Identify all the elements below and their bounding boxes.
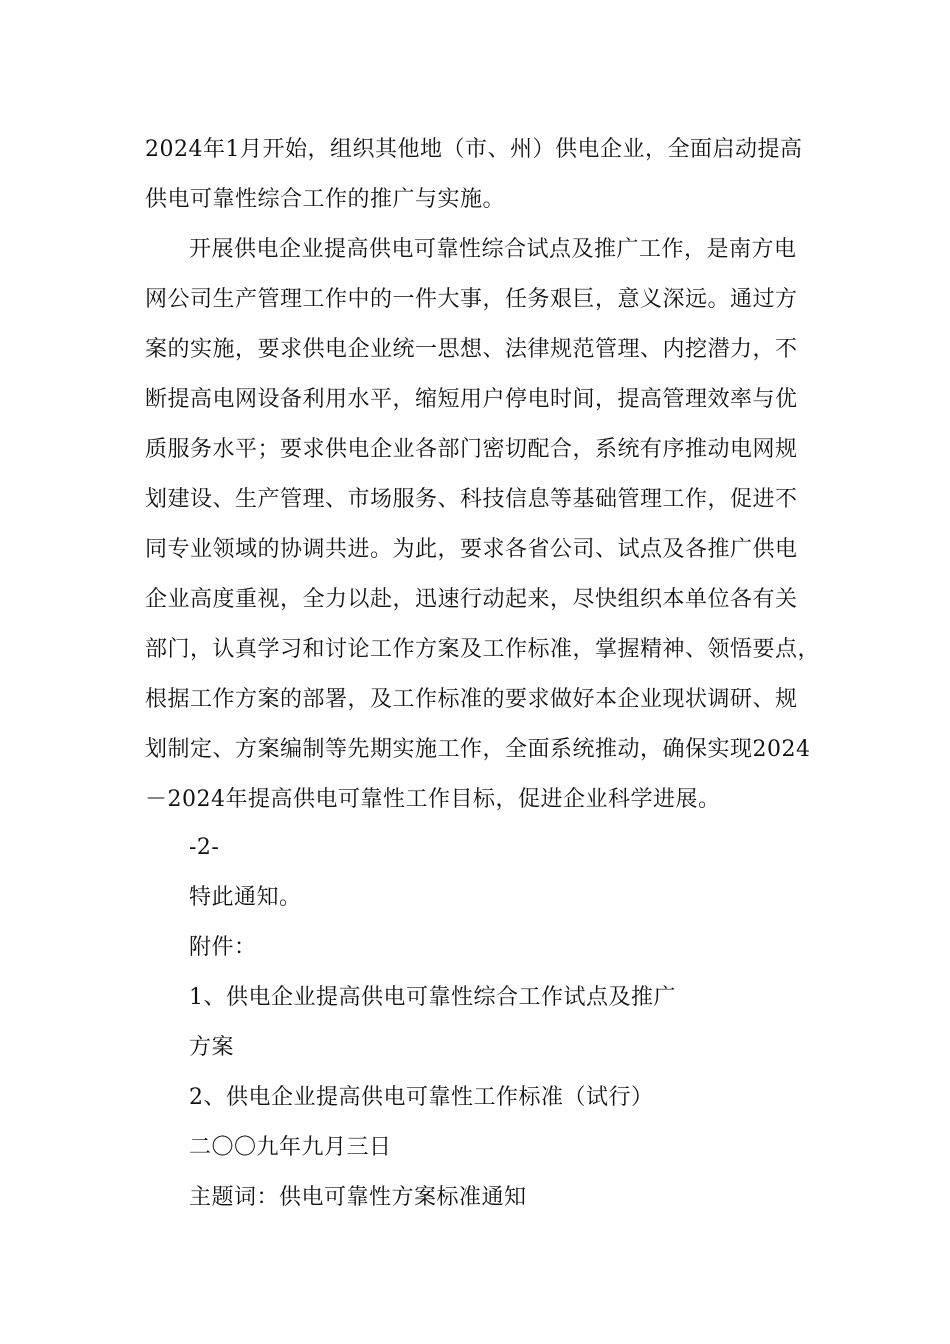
attachment-item-1: 1、供电企业提高供电可靠性综合工作试点及推广: [189, 985, 676, 1010]
paragraph-line: 开展供电企业提高供电可靠性综合试点及推广工作，是南方电: [189, 237, 797, 262]
paragraph-line: 案的实施，要求供电企业统一思想、法律规范管理、内挖潜力，不: [145, 337, 798, 362]
paragraph-line: 部门，认真学习和讨论工作方案及工作标准，掌握精神、领悟要点，: [145, 637, 821, 662]
paragraph-line: 同专业领域的协调共进。为此，要求各省公司、试点及各推广供电: [145, 537, 798, 562]
document-date: 二〇〇九年九月三日: [189, 1135, 392, 1160]
attachments-label: 附件：: [189, 935, 257, 960]
paragraph-line: 企业高度重视，全力以赴，迅速行动起来，尽快组织本单位各有关: [145, 587, 798, 612]
paragraph-line: 断提高电网设备利用水平，缩短用户停电时间，提高管理效率与优: [145, 387, 798, 412]
paragraph-line: 根据工作方案的部署，及工作标准的要求做好本企业现状调研、规: [145, 687, 798, 712]
attachment-item-1-continued: 方案: [189, 1035, 235, 1060]
page-number: -2-: [189, 835, 220, 860]
paragraph-line: 质服务水平；要求供电企业各部门密切配合，系统有序推动电网规: [145, 437, 798, 462]
paragraph-line: 划建设、生产管理、市场服务、科技信息等基础管理工作，促进不: [145, 487, 798, 512]
closing-text: 特此通知。: [189, 885, 302, 910]
paragraph-line: －2024年提高供电可靠性工作目标，促进企业科学进展。: [145, 787, 721, 812]
paragraph-line: 划制定、方案编制等先期实施工作，全面系统推动，确保实现2024: [145, 737, 811, 762]
paragraph-line: 网公司生产管理工作中的一件大事，任务艰巨，意义深远。通过方: [145, 287, 798, 312]
paragraph-line: 供电可靠性综合工作的推广与实施。: [145, 187, 506, 212]
subject-keywords: 主题词：供电可靠性方案标准通知: [189, 1185, 527, 1210]
paragraph-line: 2024年1月开始，组织其他地（市、州）供电企业，全面启动提高: [145, 137, 803, 162]
attachment-item-2: 2、供电企业提高供电可靠性工作标准（试行）: [189, 1085, 654, 1110]
